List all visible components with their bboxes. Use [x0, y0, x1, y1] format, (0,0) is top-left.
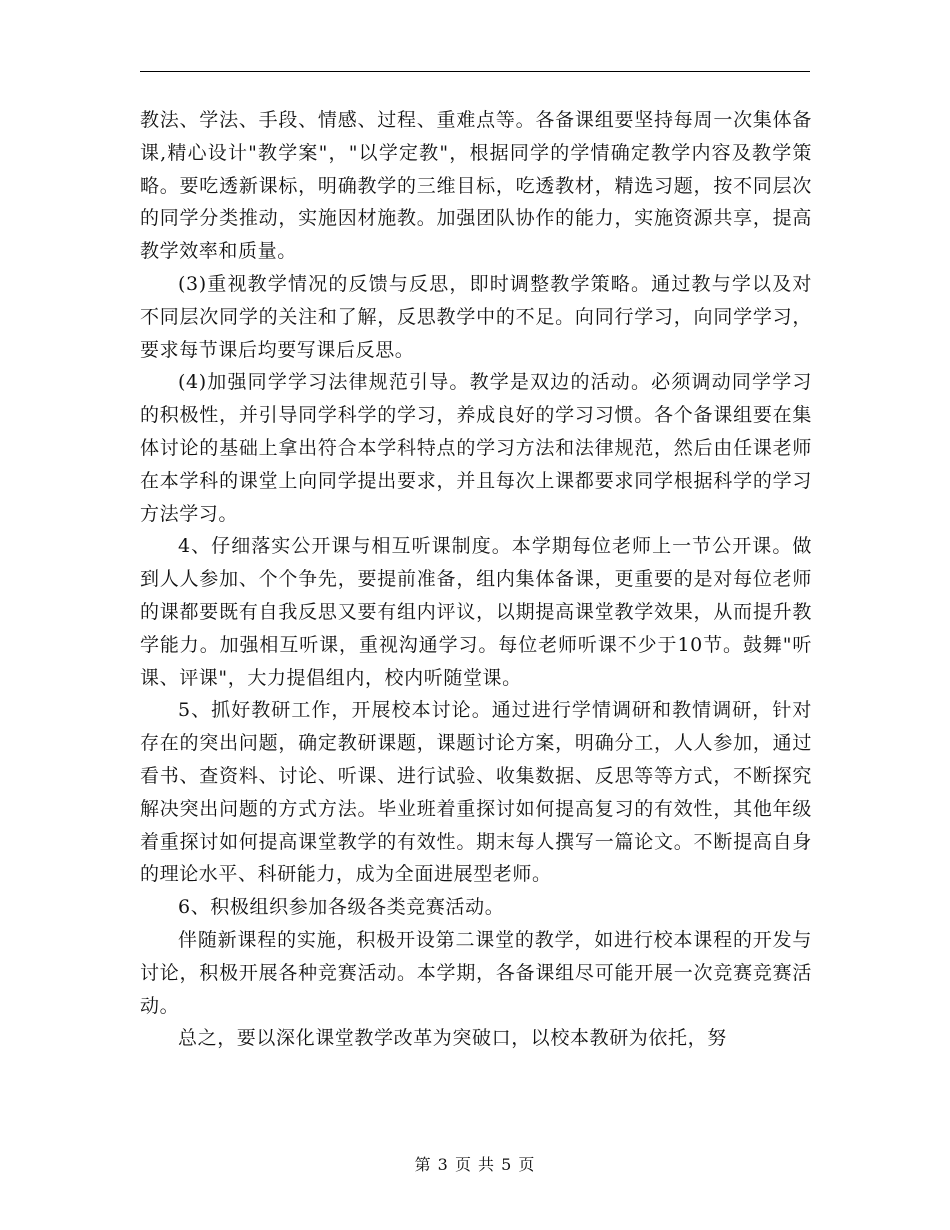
paragraph-1: 教法、学法、手段、情感、过程、重难点等。各备课组要坚持每周一次集体备课,精心设计"教学案"，"以学定教"，根据同学的学情确定教学内容及教学策略。要吃透新课标，明确教学的三维目标，吃透教材，精选习题，按不同层次的同学分类推动，实施因材施教。加强团队协作的能力，实施资源共享，提高教学效率和质量。	[140, 109, 812, 263]
paragraph-7: 伴随新课程的实施，积极开设第二课堂的教学，如进行校本课程的开发与讨论，积极开展各种竞赛活动。本学期，各备课组尽可能开展一次竞赛竞赛活动。	[140, 928, 812, 1017]
paragraph-3: (4)加强同学学习法律规范引导。教学是双边的活动。必须调动同学学习的积极性，并引导同学科学的学习，养成良好的学习习惯。各个备课组要在集体讨论的基础上拿出符合本学科特点的学习方法和法律规范，然后由任课老师在本学科的课堂上向同学提出要求，并且每次上课都要求同学根据科学的学习方法学习。	[140, 371, 812, 525]
paragraph-6: 6、积极组织参加各级各类竞赛活动。	[178, 896, 505, 919]
page-number-footer: 第 3 页 共 5 页	[414, 1155, 536, 1174]
paragraph-8: 总之，要以深化课堂教学改革为突破口，以校本教研为依托，努	[178, 1027, 727, 1050]
paragraph-4: 4、仔细落实公开课与相互听课制度。本学期每位老师上一节公开课。做到人人参加、个个争先，要提前准备，组内集体备课，更重要的是对每位老师的课都要既有自我反思又要有组内评议，以期提高课堂教学效果，从而提升教学能力。加强相互听课，重视沟通学习。每位老师听课不少于10节。鼓舞"听课、评课"，大力提倡组内，校内听随堂课。	[140, 535, 812, 689]
header-rule	[140, 71, 810, 72]
paragraph-2: (3)重视教学情况的反馈与反思，即时调整教学策略。通过教与学以及对不同层次同学的关注和了解，反思教学中的不足。向同行学习，向同学学习，要求每节课后均要写课后反思。	[140, 272, 812, 361]
paragraph-5: 5、抓好教研工作，开展校本讨论。通过进行学情调研和教情调研，针对存在的突出问题，确定教研课题，课题讨论方案，明确分工，人人参加，通过看书、查资料、讨论、听课、进行试验、收集数据、反思等等方式，不断探究解决突出问题的方式方法。毕业班着重探讨如何提高复习的有效性，其他年级着重探讨如何提高课堂教学的有效性。期末每人撰写一篇论文。不断提高自身的理论水平、科研能力，成为全面进展型老师。	[140, 699, 812, 886]
document-body	[140, 104, 812, 1055]
